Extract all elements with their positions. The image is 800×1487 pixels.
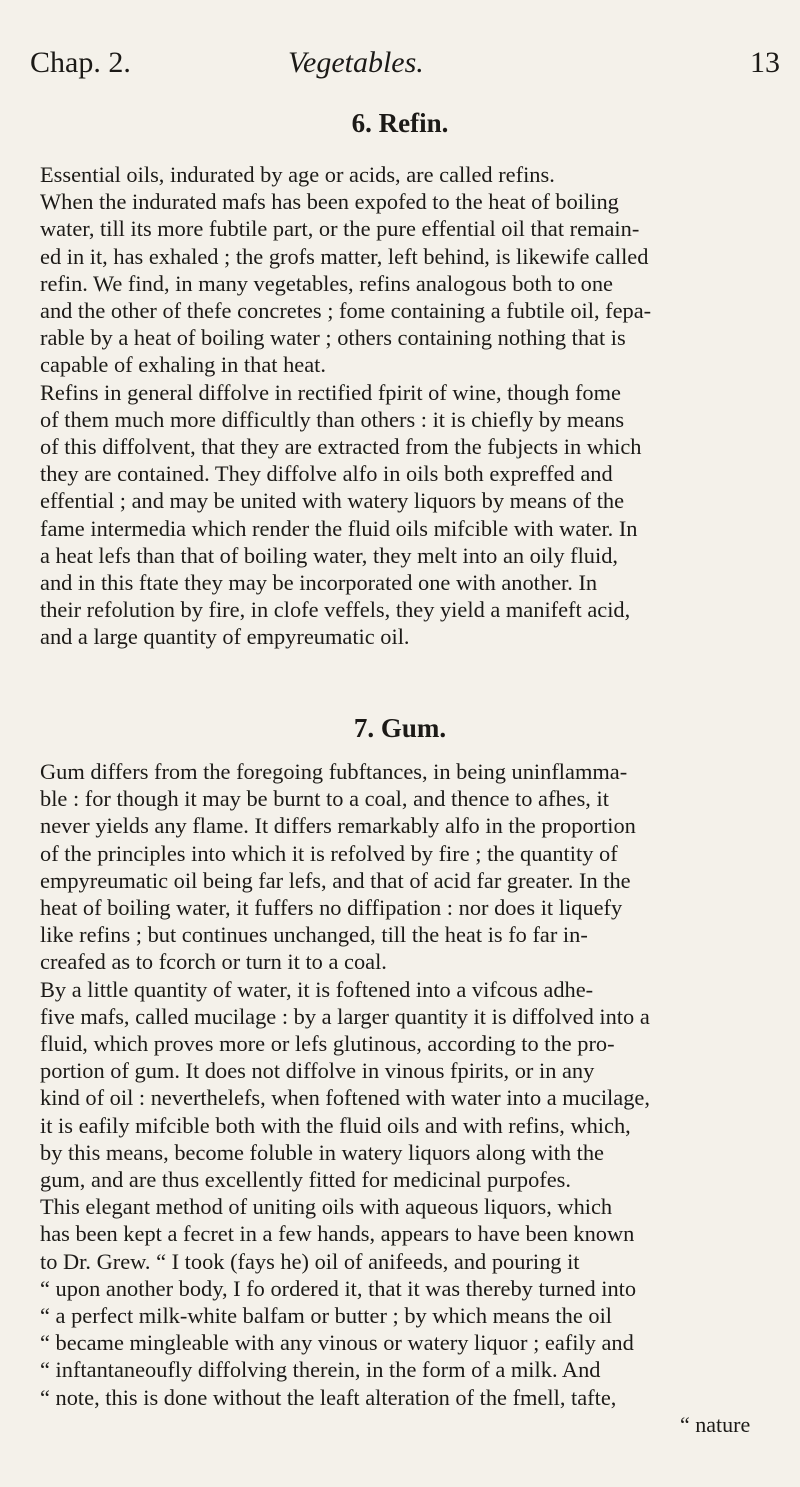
text-line: five mafs, called mucilage : by a larger quantity it is diffolved into a xyxy=(40,1003,650,1029)
text-line: “ inftantaneoufly diffolving therein, in the form of a milk. And xyxy=(40,1357,601,1383)
running-title: Vegetables. xyxy=(288,46,424,79)
section-body-resin xyxy=(40,161,775,651)
text-line: “ a perfect milk-white balfam or butter ; by which means the oil xyxy=(40,1303,613,1329)
section-body-gum xyxy=(40,758,775,1411)
catchword: “ nature xyxy=(680,1412,751,1437)
text-line: creafed as to fcorch or turn it to a coal. xyxy=(40,949,387,975)
text-line: their refolution by fire, in clofe veffels, they yield a manifeft acid, xyxy=(40,597,631,623)
text-line: empyreumatic oil being far lefs, and that of acid far greater. In the xyxy=(40,867,631,893)
chapter-label: Chap. 2. xyxy=(30,46,131,79)
text-line: This elegant method of uniting oils with aqueous liquors, which xyxy=(40,1194,613,1220)
text-line: capable of exhaling in that heat. xyxy=(40,352,326,378)
running-header xyxy=(30,46,780,86)
text-line: kind of oil : neverthelefs, when foftened with water into a mucilage, xyxy=(40,1085,650,1111)
text-line: Refins in general diffolve in rectified fpirit of wine, though fome xyxy=(40,379,621,405)
text-line: Gum differs from the foregoing fubftances, in being uninflamma- xyxy=(40,759,628,784)
text-line: and in this ftate they may be incorporated one with another. In xyxy=(40,570,598,596)
section-heading-gum: 7. Gum. xyxy=(353,713,447,743)
text-line: “ note, this is done without the leaft alteration of the fmell, tafte, xyxy=(40,1384,617,1410)
text-line: of them much more difficultly than others : it is chiefly by means xyxy=(40,406,625,432)
text-line: effential ; and may be united with watery liquors by means of the xyxy=(40,488,625,514)
text-line: a heat lefs than that of boiling water, they melt into an oily fluid, xyxy=(40,542,619,568)
text-line: and the other of thefe concretes ; fome containing a fubtile oil, fepa- xyxy=(40,298,652,324)
text-line: of the principles into which it is refolved by fire ; the quantity of xyxy=(40,840,618,866)
text-line: Essential oils, indurated by age or acids, are called refins. xyxy=(40,162,555,187)
text-line: it is eafily mifcible both with the fluid oils and with refins, which, xyxy=(40,1112,631,1138)
text-line: by this means, become foluble in watery liquors along with the xyxy=(40,1139,604,1165)
text-line: refin. We find, in many vegetables, refins analogous both to one xyxy=(40,270,613,296)
text-line: When the indurated mafs has been expofed to the heat of boiling xyxy=(40,189,619,215)
text-line: ble : for though it may be burnt to a coal, and thence to afhes, it xyxy=(40,786,609,812)
text-line: has been kept a fecret in a few hands, appears to have been known xyxy=(40,1221,635,1247)
page-number: 13 xyxy=(750,46,780,79)
text-line: water, till its more fubtile part, or the pure effential oil that remain- xyxy=(40,216,640,242)
text-line: “ became mingleable with any vinous or watery liquor ; eafily and xyxy=(40,1330,634,1356)
text-line: By a little quantity of water, it is foftened into a vifcous adhe- xyxy=(40,976,594,1002)
text-line: rable by a heat of boiling water ; others containing nothing that is xyxy=(40,325,626,351)
text-line: gum, and are thus excellently fitted for medicinal purpofes. xyxy=(40,1167,571,1193)
text-line: “ upon another body, I fo ordered it, that it was thereby turned into xyxy=(40,1275,637,1301)
text-line: of this diffolvent, that they are extracted from the fubjects in which xyxy=(40,434,642,460)
text-line: like refins ; but continues unchanged, till the heat is fo far in- xyxy=(40,922,588,948)
text-line: fluid, which proves more or lefs glutinous, according to the pro- xyxy=(40,1031,615,1057)
section-heading-resin: 6. Refin. xyxy=(351,108,449,138)
text-line: portion of gum. It does not diffolve in vinous fpirits, or in any xyxy=(40,1058,595,1084)
text-line: to Dr. Grew. “ I took (fays he) oil of anifeeds, and pouring it xyxy=(40,1248,580,1274)
text-line: never yields any flame. It differs remarkably alfo in the proportion xyxy=(40,813,636,839)
text-line: they are contained. They diffolve alfo in oils both expreffed and xyxy=(40,461,613,487)
text-line: ed in it, has exhaled ; the grofs matter, left behind, is likewife called xyxy=(40,243,649,269)
text-line: and a large quantity of empyreumatic oil. xyxy=(40,624,410,650)
text-line: fame intermedia which render the fluid oils mifcible with water. In xyxy=(40,515,638,541)
text-line: heat of boiling water, it fuffers no diffipation : nor does it liquefy xyxy=(40,895,623,921)
